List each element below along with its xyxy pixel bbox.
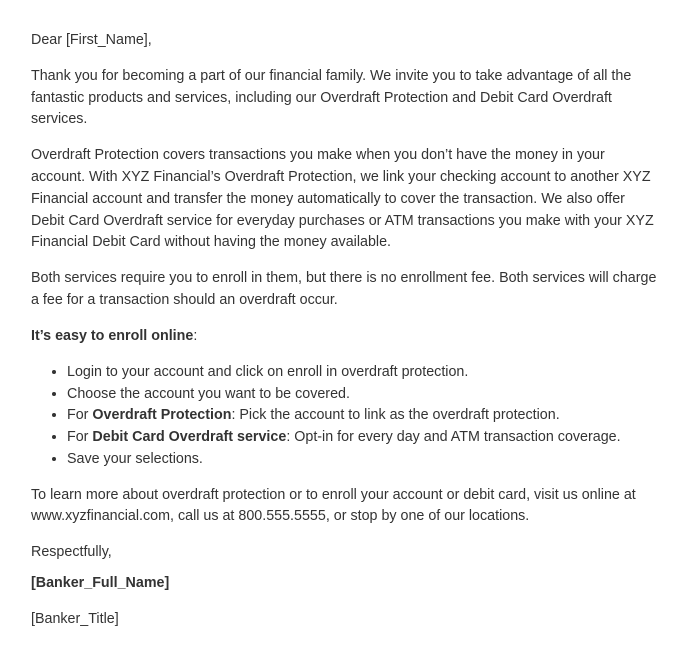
step-text: Save your selections. [67, 450, 203, 467]
step-suffix: : Pick the account to link as the overdraft protection. [231, 407, 560, 424]
enroll-steps-list [31, 362, 657, 471]
step-suffix: : Opt-in for every day and ATM transaction coverage. [286, 429, 621, 446]
list-item [67, 405, 657, 427]
contact-paragraph: To learn more about overdraft protection or to enroll your account or debit card, visit us online at www.xyzfinancial.com, call us at 800.555.5555, or stop by one of our locations. [31, 486, 636, 525]
enroll-heading-colon: : [193, 327, 198, 344]
enroll-heading-bold: It’s easy to enroll online [31, 327, 194, 344]
enroll-heading [31, 326, 657, 348]
step-text: Choose the account you want to be covered. [67, 385, 350, 402]
overdraft-description-paragraph: Overdraft Protection covers transactions you make when you don’t have the money in your account. With XYZ Financial’s Overdraft Protection, we link your checking account to another XYZ Financial account and transfer the money automatically to cover the transaction. We also offer Debit Card Overdraft service for everyday purchases or ATM transactions you make with your XYZ Financial Debit Card without having the money available. [31, 147, 654, 251]
list-item [67, 384, 657, 406]
banker-name-bold: [Banker_Full_Name] [31, 575, 170, 592]
banker-name [31, 573, 657, 595]
list-item [67, 362, 657, 384]
closing: Respectfully, [31, 544, 112, 561]
intro-paragraph: Thank you for becoming a part of our financial family. We invite you to take advantage of all the fantastic products and services, including our Overdraft Protection and Debit Card Overdraft services. [31, 68, 632, 128]
fees-paragraph: Both services require you to enroll in them, but there is no enrollment fee. Both services will charge a fee for a transaction should an overdraft occur. [31, 270, 657, 308]
greeting: Dear [First_Name], [31, 32, 152, 48]
step-prefix: For [67, 407, 93, 424]
banker-title: [Banker_Title] [31, 611, 119, 628]
step-bold: Debit Card Overdraft service [92, 429, 287, 446]
step-prefix: For [67, 429, 93, 446]
step-bold: Overdraft Protection [92, 407, 232, 424]
list-item [67, 427, 657, 449]
step-text: Login to your account and click on enroll in overdraft protection. [67, 363, 469, 380]
list-item [67, 449, 657, 471]
